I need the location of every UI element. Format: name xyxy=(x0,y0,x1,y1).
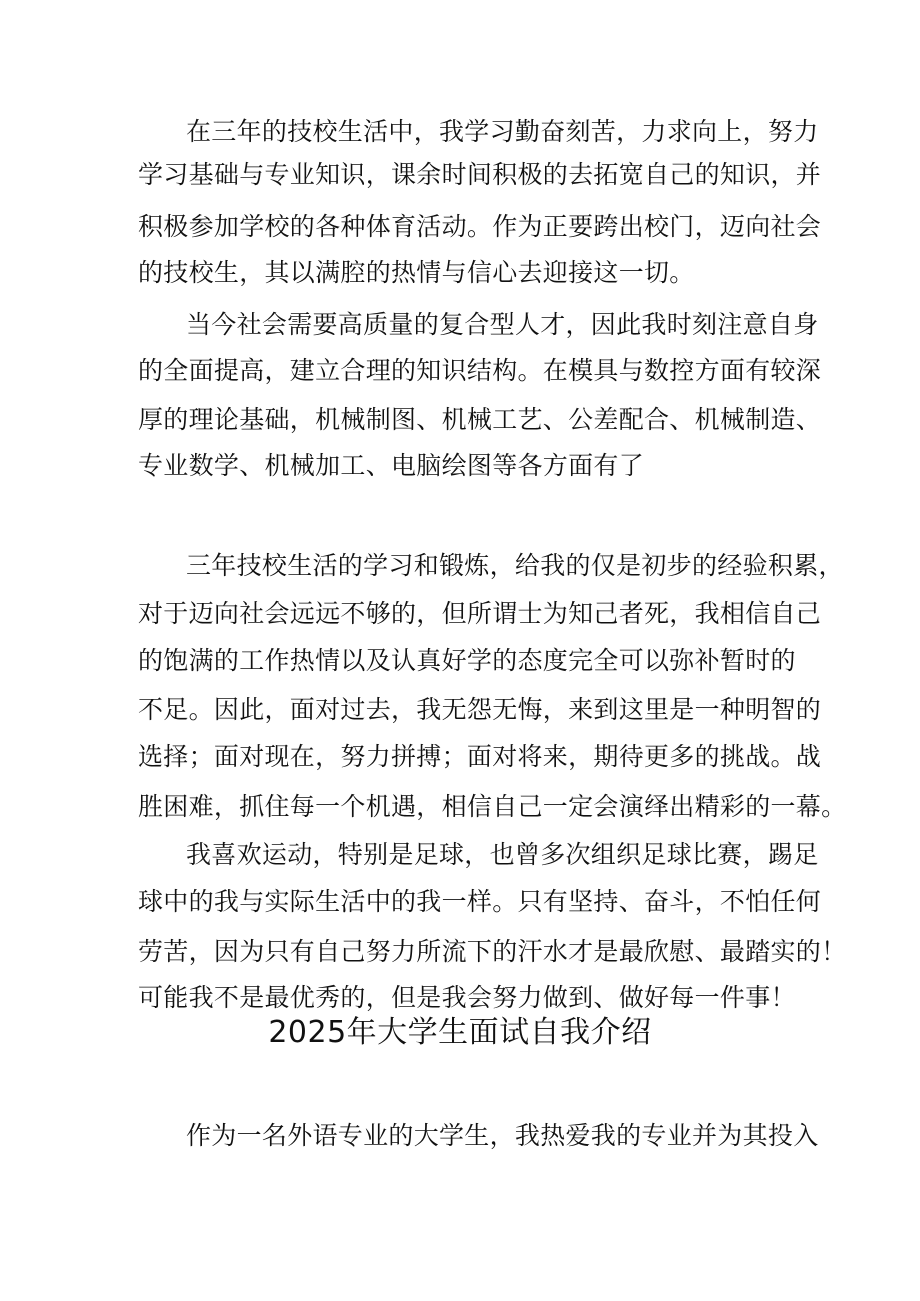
paragraph-3-line-4: 不足。因此，面对过去，我无怨无悔，来到这里是一种明智的 xyxy=(138,695,822,724)
paragraph-1-line-2: 学习基础与专业知识，课余时间积极的去拓宽自己的知识，并 xyxy=(138,160,822,189)
paragraph-4-line-1: 我喜欢运动，特别是足球，也曾多次组织足球比赛，踢足 xyxy=(186,840,819,869)
paragraph-3-line-3: 的饱满的工作热情以及认真好学的态度完全可以弥补暂时的 xyxy=(138,646,796,675)
paragraph-4-line-3: 劳苦，因为只有自己努力所流下的汗水才是最欣慰、最踏实的！ xyxy=(138,937,847,966)
paragraph-4-line-4: 可能我不是最优秀的，但是我会努力做到、做好每一件事！ xyxy=(138,983,796,1012)
paragraph-2-line-3: 厚的理论基础，机械制图、机械工艺、公差配合、机械制造、 xyxy=(138,405,822,434)
paragraph-3-line-2: 对于迈向社会远远不够的，但所谓士为知己者死，我相信自己 xyxy=(138,599,822,628)
paragraph-3-line-1: 三年技校生活的学习和锻炼，给我的仅是初步的经验积累， xyxy=(186,551,844,580)
paragraph-2-line-2: 的全面提高，建立合理的知识结构。在模具与数控方面有较深 xyxy=(138,356,822,385)
paragraph-1-line-3: 积极参加学校的各种体育活动。作为正要跨出校门，迈向社会 xyxy=(138,212,822,241)
paragraph-4-line-2: 球中的我与实际生活中的我一样。只有坚持、奋斗，不怕任何 xyxy=(138,887,822,916)
paragraph-2-line-4: 专业数学、机械加工、电脑绘图等各方面有了 xyxy=(138,451,645,480)
intro-line: 作为一名外语专业的大学生，我热爱我的专业并为其投入 xyxy=(186,1121,819,1150)
paragraph-2-line-1: 当今社会需要高质量的复合型人才，因此我时刻注意自身 xyxy=(186,310,819,339)
paragraph-1-line-1: 在三年的技校生活中，我学习勤奋刻苦，力求向上，努力 xyxy=(186,117,819,146)
paragraph-3-line-6: 胜困难，抓住每一个机遇，相信自己一定会演绎出精彩的一幕。 xyxy=(138,792,847,821)
paragraph-1-line-4: 的技校生，其以满腔的热情与信心去迎接这一切。 xyxy=(138,258,695,287)
paragraph-3-line-5: 选择；面对现在，努力拼搏；面对将来，期待更多的挑战。战 xyxy=(138,742,822,771)
page-title: 2025年大学生面试自我介绍 xyxy=(268,1015,652,1050)
